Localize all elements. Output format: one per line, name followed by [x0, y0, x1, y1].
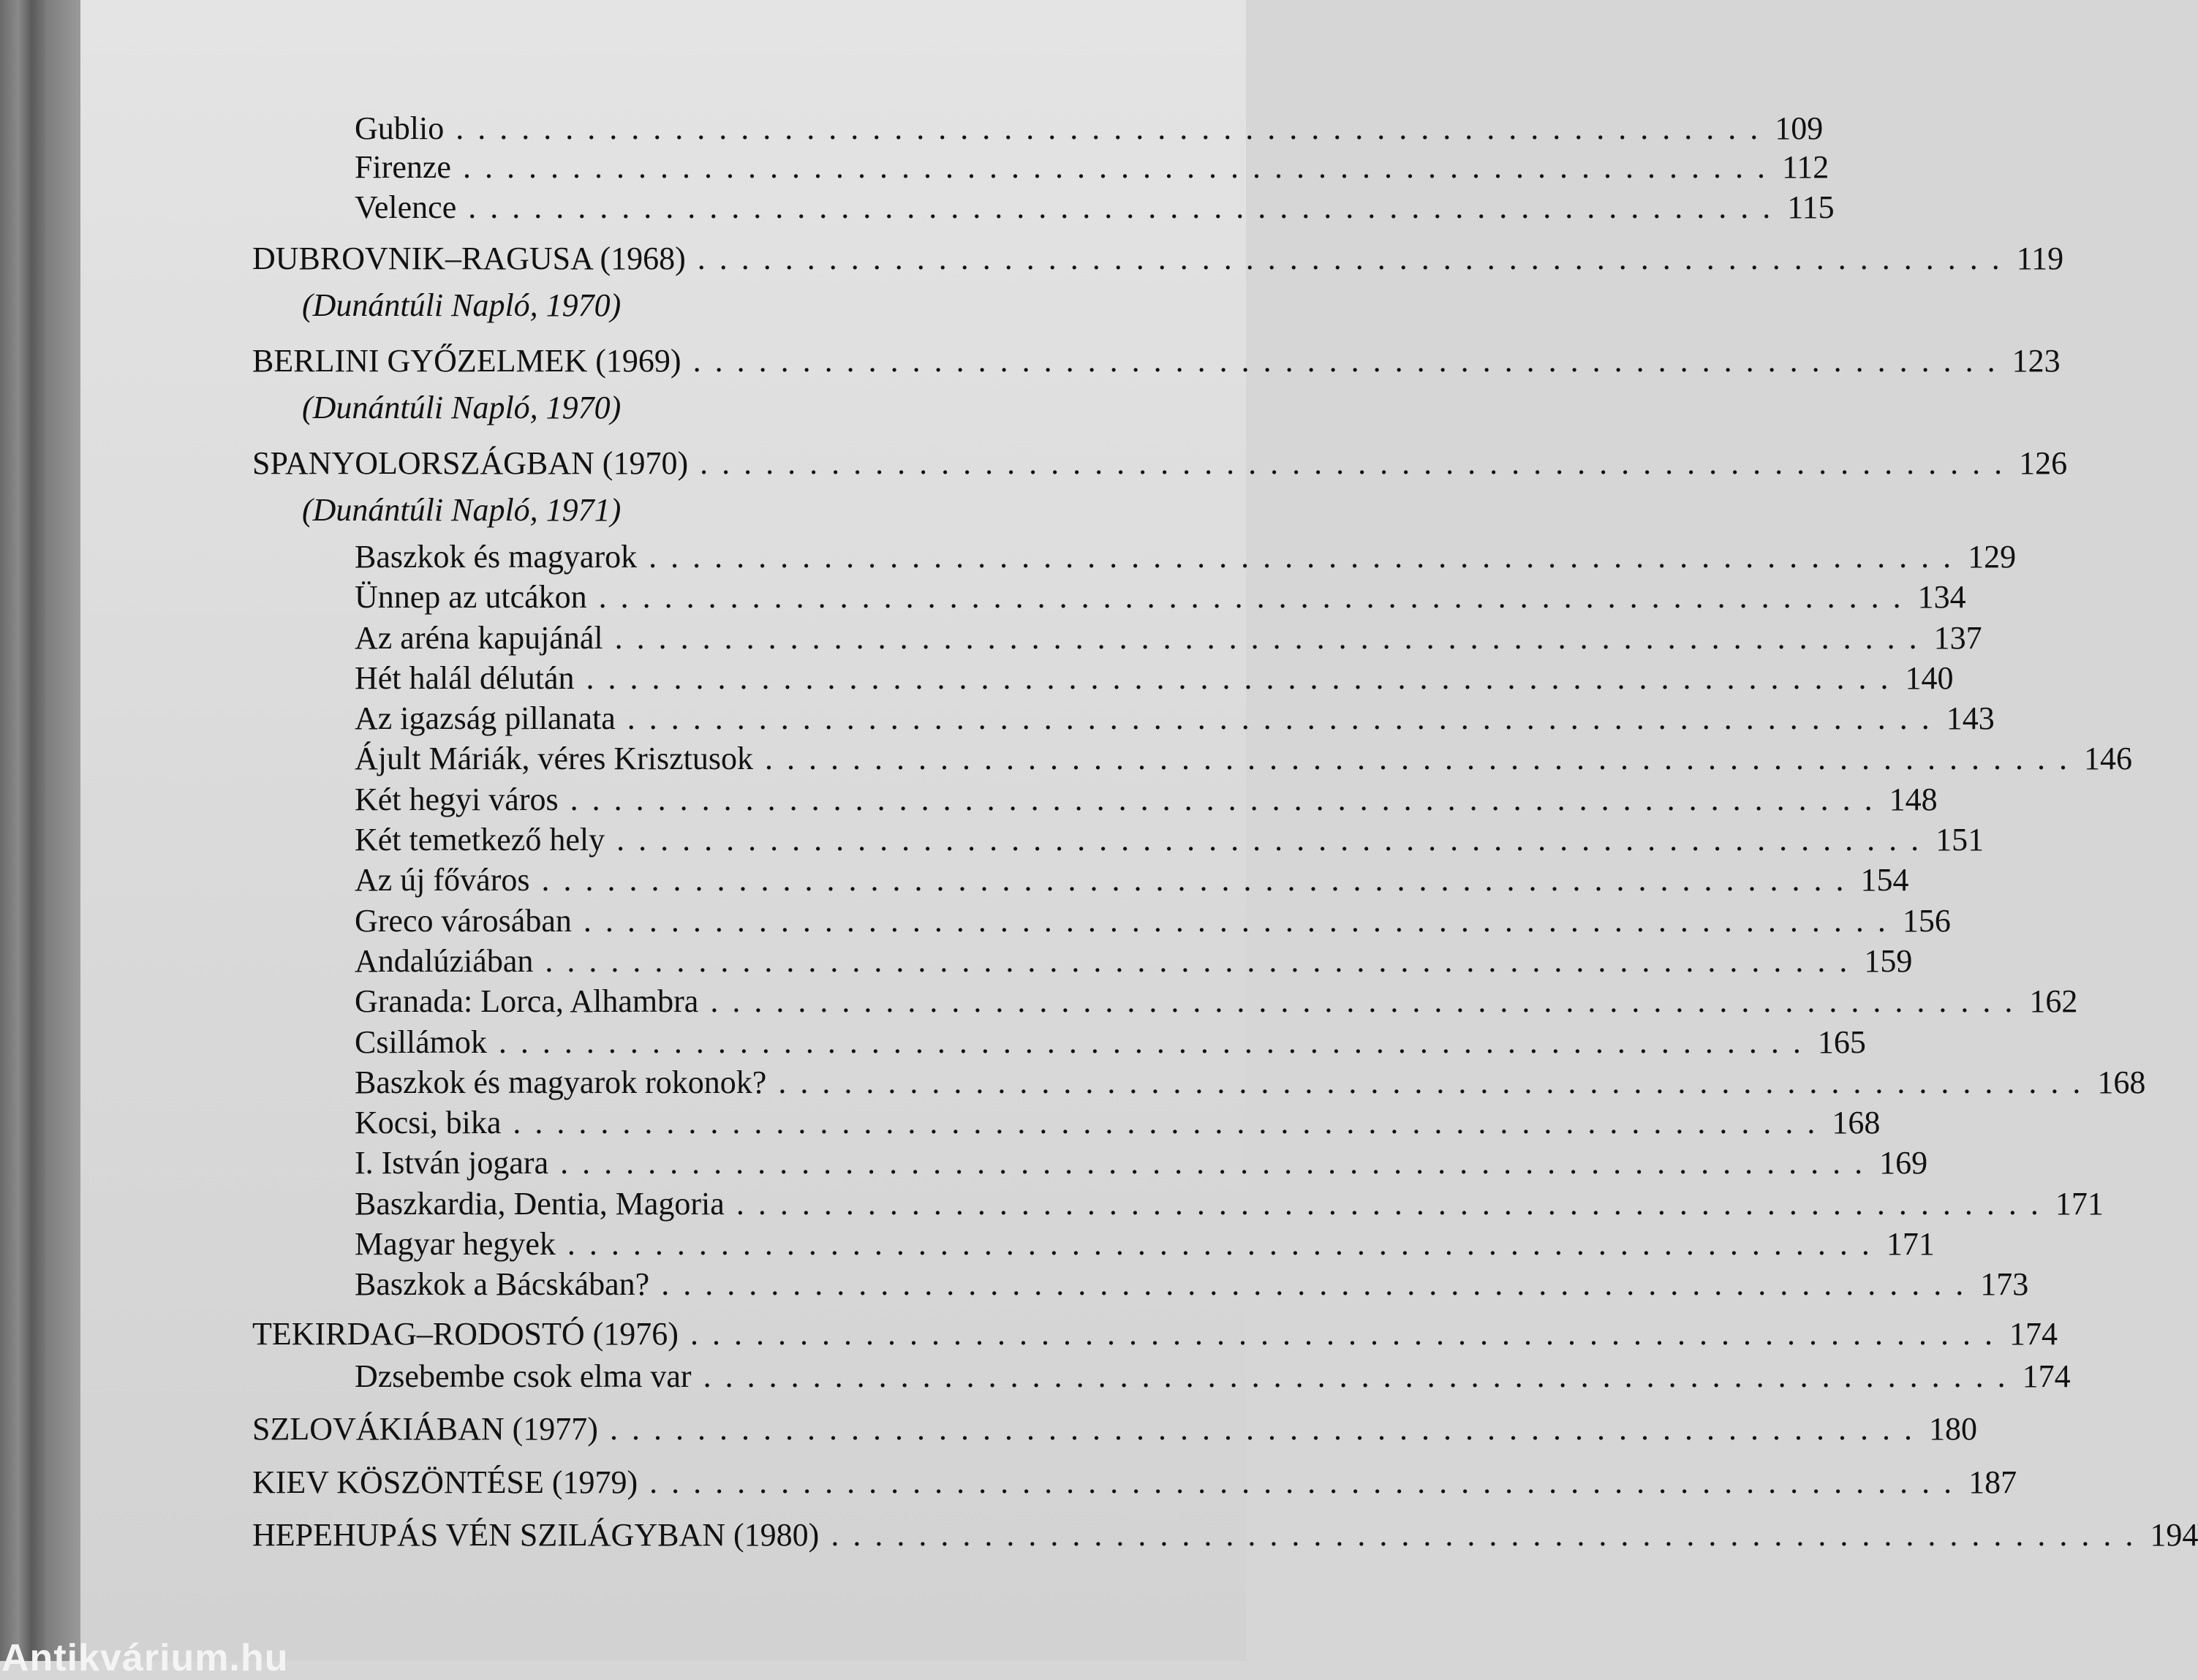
toc-page-number: 156: [1902, 903, 1951, 939]
toc-title: Két temetkező hely: [355, 822, 605, 858]
toc-title: Velence: [355, 189, 457, 225]
dot-leader: ............................................................: [649, 1464, 1966, 1500]
toc-page-number: 168: [1832, 1105, 1881, 1140]
dot-leader: ............................................................: [661, 1266, 1978, 1302]
toc-title: Az aréna kapujánál: [355, 620, 603, 656]
toc-section: [355, 578, 1966, 616]
toc-chapter: [252, 1464, 2017, 1502]
toc-section: [355, 902, 1951, 940]
toc-chapter: [252, 1516, 2198, 1554]
dot-leader: ............................................................: [649, 539, 1965, 575]
toc-section: [355, 619, 1982, 657]
toc-page-number: 140: [1905, 660, 1954, 696]
toc-page-number: 162: [2029, 983, 2078, 1019]
toc-title: Csillámok: [355, 1024, 487, 1060]
toc-title: Gublio: [355, 110, 445, 146]
toc-section: [355, 781, 1938, 819]
toc-title: BERLINI GYŐZELMEK (1969): [252, 343, 681, 379]
dot-leader: ............................................................: [583, 903, 1900, 939]
toc-source-note: (Dunántúli Napló, 1971): [302, 492, 622, 528]
toc-page-number: 171: [1886, 1226, 1935, 1262]
toc-page-number: 180: [1928, 1411, 1977, 1447]
toc-page-number: 174: [2022, 1358, 2071, 1394]
toc-section: [355, 1104, 1881, 1142]
dot-leader: ............................................................: [513, 1105, 1829, 1140]
toc-title: Baszkok és magyarok rokonok?: [355, 1064, 767, 1100]
toc-title: Magyar hegyek: [355, 1226, 556, 1262]
toc-page-number: 148: [1889, 782, 1938, 817]
toc-source-note: (Dunántúli Napló, 1970): [302, 390, 622, 425]
dot-leader: ............................................................: [692, 343, 2009, 379]
toc-page-number: 187: [1968, 1464, 2017, 1500]
book-spine: [0, 0, 45, 1661]
toc-page-number: 112: [1781, 149, 1829, 185]
dot-leader: ............................................................: [616, 822, 1933, 858]
dot-leader: ............................................................: [703, 1358, 2020, 1394]
toc-title: Kocsi, bika: [355, 1105, 502, 1140]
dot-leader: ............................................................: [541, 862, 1858, 898]
watermark: Antikvárium.hu: [1, 1637, 289, 1679]
toc-page-number: 168: [2097, 1064, 2146, 1100]
dot-leader: ............................................................: [598, 579, 1915, 615]
toc-section: [355, 1265, 2029, 1303]
toc-page-number: 109: [1775, 110, 1824, 146]
toc-page-number: 159: [1864, 943, 1913, 979]
dot-leader: ............................................................: [710, 983, 2027, 1019]
toc-page-number: 143: [1946, 700, 1995, 736]
toc-section: [355, 1225, 1935, 1263]
dot-leader: ............................................................: [778, 1064, 2095, 1100]
dot-leader: ............................................................: [498, 1024, 1815, 1060]
dot-leader: ............................................................: [462, 149, 1779, 185]
toc-section: [355, 942, 1913, 980]
dot-leader: ............................................................: [456, 110, 1772, 146]
toc-title: KIEV KÖSZÖNTÉSE (1979): [252, 1464, 638, 1500]
dot-leader: ............................................................: [468, 189, 1785, 225]
toc-page-number: 134: [1917, 579, 1966, 615]
dot-leader: ............................................................: [560, 1145, 1877, 1181]
dot-leader: ............................................................: [609, 1411, 1926, 1447]
toc-section: [355, 538, 2017, 576]
toc-section: [355, 1358, 2071, 1396]
toc-title: Firenze: [355, 149, 451, 185]
toc-title: SZLOVÁKIÁBAN (1977): [252, 1411, 598, 1447]
toc-section: [355, 1064, 2146, 1102]
toc-page-number: 154: [1860, 862, 1909, 898]
toc-page-number: 146: [2084, 741, 2132, 776]
toc-page-number: 137: [1933, 620, 1982, 656]
toc-section: [355, 983, 2078, 1021]
toc-page-number: 171: [2055, 1186, 2104, 1222]
toc-title: SPANYOLORSZÁGBAN (1970): [252, 445, 689, 481]
toc-title: Ünnep az utcákon: [355, 579, 587, 615]
toc-title: HEPEHUPÁS VÉN SZILÁGYBAN (1980): [252, 1517, 820, 1553]
toc-title: Granada: Lorca, Alhambra: [355, 983, 699, 1019]
toc-chapter: [252, 444, 2068, 483]
toc-section: [355, 1185, 2104, 1223]
toc-title: DUBROVNIK–RAGUSA (1968): [252, 241, 686, 276]
toc-page-number: 129: [1968, 539, 2017, 575]
toc-section: [355, 700, 1995, 738]
dot-leader: ............................................................: [736, 1186, 2052, 1222]
toc-page-number: 174: [2009, 1316, 2058, 1352]
toc-page-number: 151: [1935, 822, 1984, 858]
toc-section: [355, 1023, 1866, 1062]
toc-title: Az igazság pillanata: [355, 700, 616, 736]
toc-chapter: [252, 342, 2061, 380]
toc-section: [355, 659, 1954, 697]
dot-leader: ............................................................: [700, 445, 2017, 481]
toc-section: [355, 148, 1829, 186]
toc-title: I. István jogara: [355, 1145, 549, 1181]
toc-page-number: 123: [2012, 343, 2061, 379]
toc-title: Baszkok a Bácskában?: [355, 1266, 650, 1302]
toc-page-number: 173: [1980, 1266, 2029, 1302]
toc-title: Két hegyi város: [355, 782, 559, 817]
toc-title: Andalúziában: [355, 943, 534, 979]
toc-section: [355, 861, 1909, 899]
toc-chapter: [252, 240, 2064, 278]
toc-chapter: [252, 1315, 2058, 1353]
toc-page-number: 115: [1787, 189, 1835, 225]
toc-page-number: 165: [1817, 1024, 1866, 1060]
dot-leader: ............................................................: [545, 943, 1862, 979]
dot-leader: ............................................................: [614, 620, 1931, 656]
toc-title: Greco városában: [355, 903, 572, 939]
dot-leader: ............................................................: [697, 241, 2014, 276]
toc-source-note: (Dunántúli Napló, 1970): [302, 287, 622, 323]
toc-section: [355, 821, 1984, 859]
dot-leader: ............................................................: [570, 782, 1887, 817]
toc-title: Hét halál délután: [355, 660, 575, 696]
page-edges: [45, 0, 80, 1661]
toc-title: Baszkardia, Dentia, Magoria: [355, 1186, 725, 1222]
dot-leader: ............................................................: [627, 700, 1944, 736]
dot-leader: ............................................................: [690, 1316, 2006, 1352]
toc-title: Ájult Máriák, véres Krisztusok: [355, 741, 753, 776]
toc-title: Baszkok és magyarok: [355, 539, 638, 575]
dot-leader: ............................................................: [831, 1517, 2148, 1553]
toc-title: Dzsebembe csok elma var: [355, 1358, 692, 1394]
dot-leader: ............................................................: [765, 741, 2081, 776]
toc-section: [355, 740, 2132, 778]
toc-title: TEKIRDAG–RODOSTÓ (1976): [252, 1316, 679, 1352]
toc-page-number: 119: [2016, 241, 2064, 276]
dot-leader: ............................................................: [567, 1226, 1884, 1262]
toc-title: Az új főváros: [355, 862, 530, 898]
toc-page-number: 169: [1879, 1145, 1928, 1181]
dot-leader: ............................................................: [586, 660, 1903, 696]
toc-page-number: 126: [2019, 445, 2068, 481]
toc-section: [355, 189, 1835, 227]
toc-section: [355, 1144, 1928, 1182]
toc-page-number: 194: [2150, 1517, 2198, 1553]
toc-section: [355, 110, 1824, 148]
toc-chapter: [252, 1410, 1977, 1448]
